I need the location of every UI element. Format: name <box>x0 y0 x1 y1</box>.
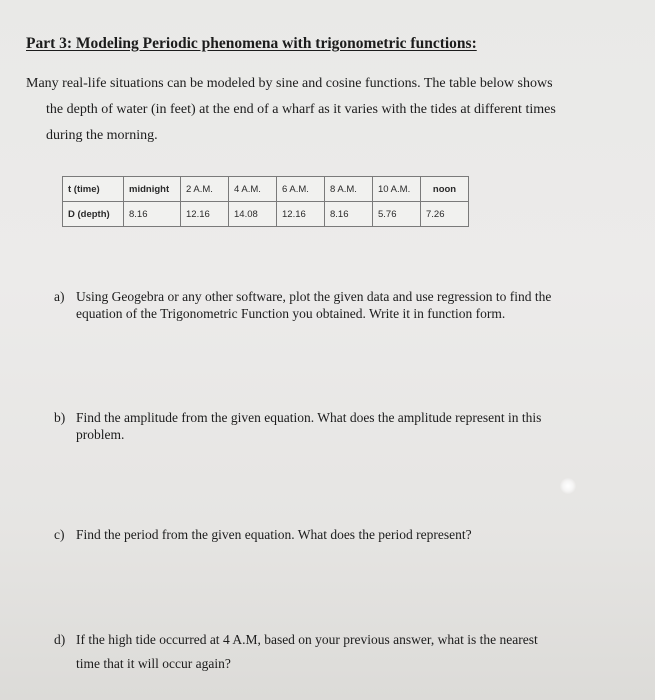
table-row-time <box>63 177 469 202</box>
intro-line-2: the depth of water (in feet) at the end of a wharf as it varies with the tides at different times <box>46 102 556 117</box>
section-heading: Part 3: Modeling Periodic phenomena with trigonometric functions: <box>26 35 477 52</box>
depth-cell: 12.16 <box>181 202 229 227</box>
table-row-depth <box>63 202 469 227</box>
time-cell: 8 A.M. <box>325 177 373 202</box>
question-text: Using Geogebra or any other software, plot the given data and use regression to find the <box>76 289 552 304</box>
row-label-time: t (time) <box>63 177 124 202</box>
question-label: d) <box>54 632 66 647</box>
intro-line-1: Many real-life situations can be modeled by sine and cosine functions. The table below shows <box>26 76 553 91</box>
question-text: problem. <box>76 427 125 442</box>
time-cell: midnight <box>124 177 181 202</box>
question-label: a) <box>54 289 65 304</box>
question-a <box>54 288 614 322</box>
depth-cell: 7.26 <box>421 202 469 227</box>
question-text: time that it will occur again? <box>76 656 231 671</box>
tide-depth-table <box>62 176 469 227</box>
question-text: If the high tide occurred at 4 A.M, based on your previous answer, what is the nearest <box>76 632 538 647</box>
time-cell: noon <box>421 177 469 202</box>
time-cell: 4 A.M. <box>229 177 277 202</box>
question-text: Find the period from the given equation. What does the period represent? <box>76 527 472 542</box>
depth-cell: 8.16 <box>124 202 181 227</box>
depth-cell: 12.16 <box>277 202 325 227</box>
time-cell: 6 A.M. <box>277 177 325 202</box>
depth-cell: 14.08 <box>229 202 277 227</box>
depth-cell: 8.16 <box>325 202 373 227</box>
light-glare <box>560 478 576 494</box>
depth-cell: 5.76 <box>373 202 421 227</box>
question-text: Find the amplitude from the given equation. What does the amplitude represent in this <box>76 410 542 425</box>
question-c <box>54 526 614 543</box>
question-text: equation of the Trigonometric Function you obtained. Write it in function form. <box>76 306 506 321</box>
time-cell: 10 A.M. <box>373 177 421 202</box>
time-cell: 2 A.M. <box>181 177 229 202</box>
row-label-depth: D (depth) <box>63 202 124 227</box>
intro-line-3: during the morning. <box>46 128 158 143</box>
intro-paragraph <box>26 71 611 149</box>
question-label: b) <box>54 410 66 425</box>
question-b <box>54 409 614 443</box>
question-d <box>54 628 614 676</box>
question-label: c) <box>54 527 65 542</box>
